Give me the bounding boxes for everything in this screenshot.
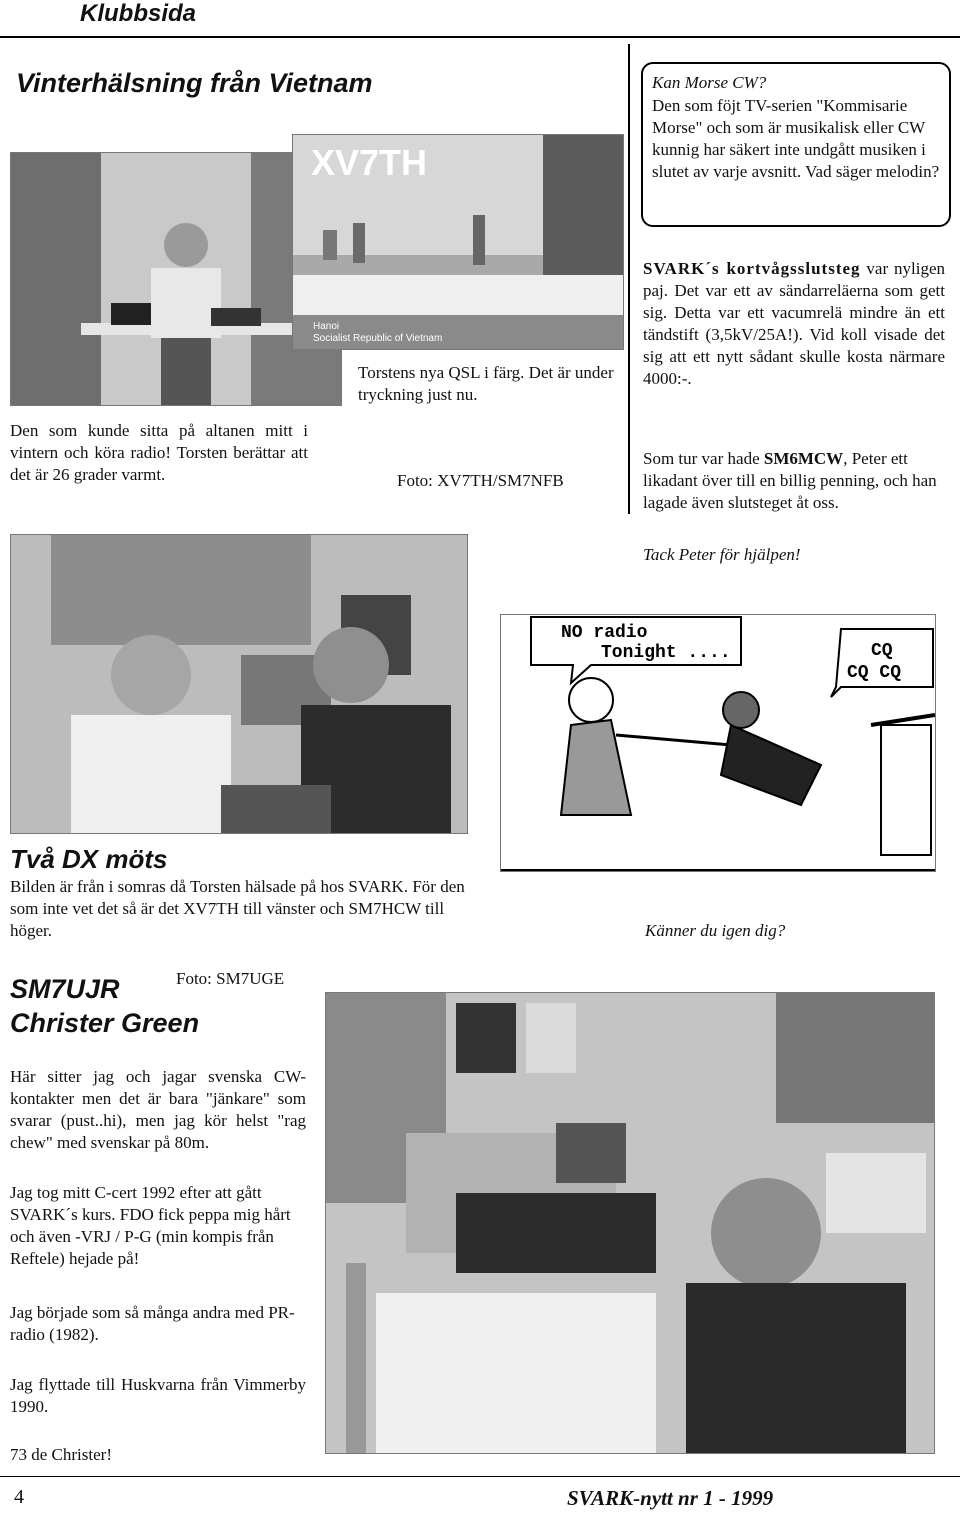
- caption-qsl: Torstens nya QSL i färg. Det är under tryckning just nu.: [358, 363, 614, 404]
- sm7ujr-photo-credit: Foto: SM7UGE: [176, 969, 285, 988]
- cartoon-image: [500, 614, 936, 872]
- bubble-cq-cq: CQ CQ: [847, 663, 902, 683]
- kortvag-lead: SVARK´s kortvågsslutsteg: [643, 259, 861, 278]
- sm7ujr-para1: Här sitter jag och jagar svenska CW-kontakter men det är bara "jänkare" som svarar (pust..hi), men jag kör helst "rag chew" med svenskar på 80m.: [10, 1067, 306, 1152]
- sm7ujr-para2: Jag tog mitt C-cert 1992 efter att gått SVARK´s kurs. FDO fick peppa mig hårt och även -VRJ / P-G (min kompis från Reftele) hejade på!: [10, 1183, 291, 1268]
- section-header: Klubbsida: [80, 0, 197, 27]
- qsl-city: Hanoi: [313, 321, 340, 332]
- two-dx-text: Bilden är från i somras då Torsten hälsade på hos SVARK. För den som inte vet det så är det XV7TH till vänster och SM7HCW till höger.: [10, 877, 465, 940]
- sm7ujr-para4: Jag flyttade till Huskvarna från Vimmerby 1990.: [10, 1375, 306, 1416]
- photo-credit-qsl: Foto: XV7TH/SM7NFB: [397, 471, 564, 490]
- page-number: 4: [14, 1486, 24, 1508]
- cartoon-caption: Känner du igen dig?: [645, 921, 786, 940]
- qsl-country: Socialist Republic of Vietnam: [313, 333, 443, 344]
- sm7ujr-call: SM7UJR: [10, 974, 120, 1004]
- bubble-no-radio: NO radio: [561, 623, 648, 643]
- kortvag-para2-end: , Peter ett likadant över till en billig penning, och han lagade även slutsteget åt oss.: [643, 449, 937, 512]
- kortvag-para1: [643, 258, 945, 390]
- publication-title: SVARK-nytt nr 1 - 1999: [567, 1486, 774, 1510]
- morse-text: Den som föjt TV-serien "Kommisarie Morse" och som är musikalisk eller CW kunnig har säkert inte undgått musiken i slutet av varje avsnitt. Vad säger melodin?: [652, 96, 940, 181]
- caption-torsten-terrace: Den som kunde sitta på altanen mitt i vintern och köra radio! Torsten berättar att det är 26 grader varmt.: [10, 421, 308, 484]
- sm7ujr-name: Christer Green: [10, 1008, 200, 1038]
- footer-rule: [0, 1476, 960, 1477]
- kortvag-para2-start: Som tur var hade: [643, 449, 764, 468]
- kortvag-para2: [643, 448, 949, 514]
- morse-title: Kan Morse CW?: [652, 73, 767, 92]
- column-divider: [628, 44, 630, 514]
- kortvag-thanks: Tack Peter för hjälpen!: [643, 545, 801, 564]
- bubble-cq: CQ: [871, 641, 893, 661]
- bubble-tonight: Tonight ....: [601, 643, 731, 663]
- photo-two-dx: [10, 534, 468, 834]
- two-dx-title: Två DX möts: [10, 844, 168, 874]
- kortvag-sm6mcw: SM6MCW: [763, 449, 844, 468]
- kortvag-para1-rest: var nyligen paj. Det var ett av sändarreläerna som gett sig. Detta var ett vacumrelä mindre än ett tändstift (3,5kV/25A!). Vid koll visade det sig att ett nytt sådant skulle kosta närmare 4000:-.: [643, 259, 945, 388]
- photo-christer-station: [325, 992, 935, 1454]
- sm7ujr-para3: Jag började som så många andra med PR-radio (1982).: [10, 1303, 295, 1344]
- sm7ujr-signoff: 73 de Christer!: [10, 1445, 112, 1464]
- photo-qsl-card: [292, 134, 624, 350]
- qsl-callsign: XV7TH: [311, 142, 428, 183]
- header-rule: [0, 36, 960, 38]
- vietnam-title: Vinterhälsning från Vietnam: [16, 68, 373, 98]
